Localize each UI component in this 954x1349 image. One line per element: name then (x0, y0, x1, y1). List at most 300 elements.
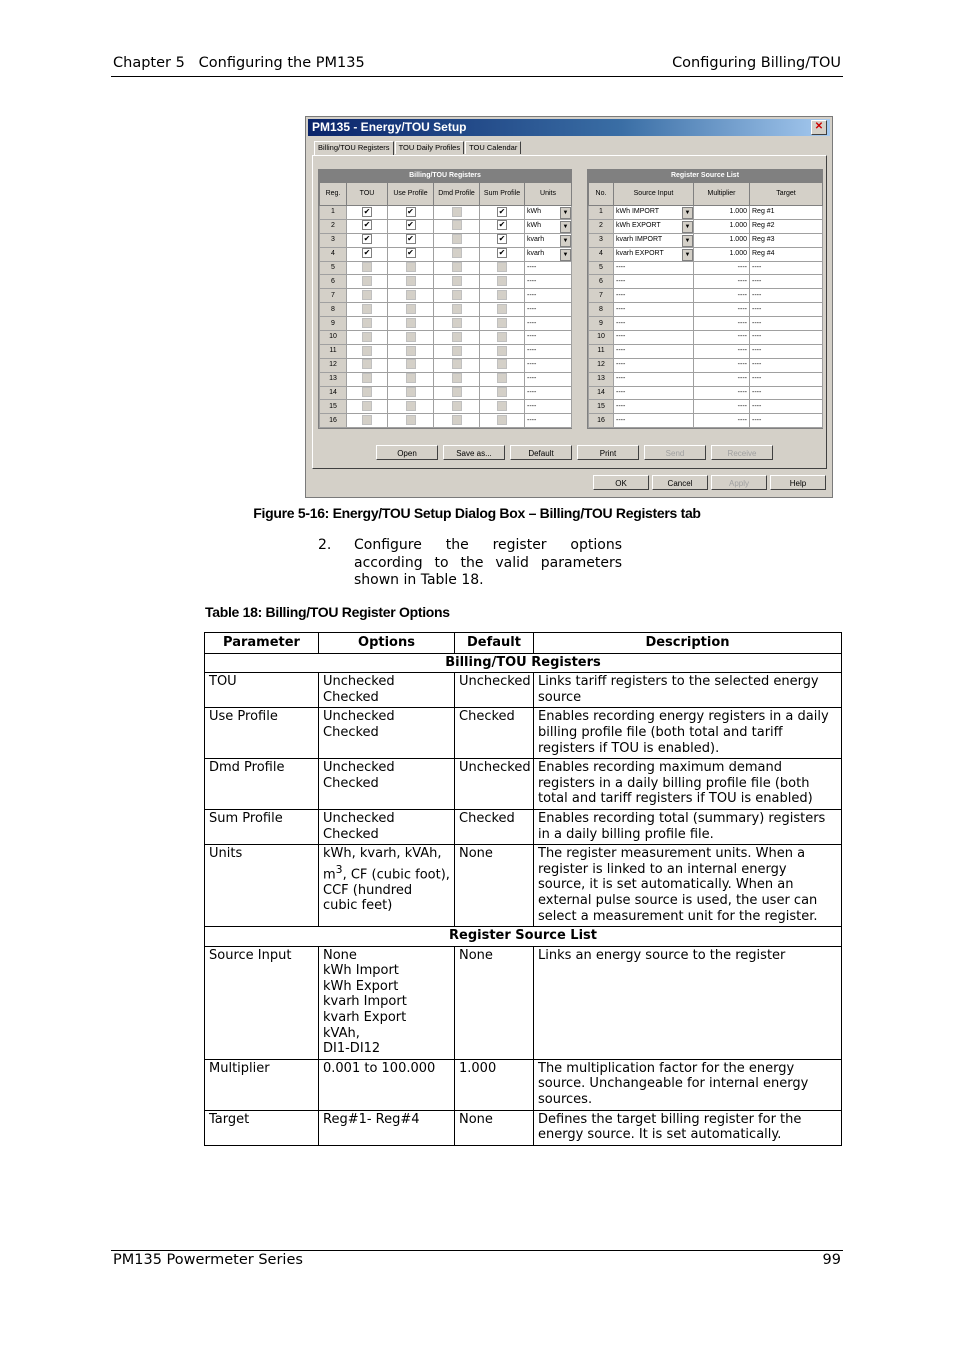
target-cell: ---- (750, 261, 823, 275)
tab-tou-daily-profiles[interactable]: TOU Daily Profiles (395, 141, 465, 154)
dropdown-arrow-icon[interactable]: ▼ (560, 235, 571, 247)
apply-button[interactable]: Apply (711, 475, 767, 490)
use-checkbox[interactable]: ✔ (407, 248, 414, 258)
source-number: 9 (589, 317, 614, 331)
sum-checkbox[interactable] (497, 262, 507, 272)
footer-rule (111, 1250, 843, 1251)
multiplier-cell: ---- (694, 358, 750, 372)
use-checkbox[interactable]: ✔ (407, 220, 414, 230)
register-row (320, 414, 572, 428)
units-select (525, 331, 572, 345)
multiplier-cell: ---- (694, 289, 750, 303)
source-number: 12 (589, 358, 614, 372)
source-input-select (614, 372, 694, 386)
tou-checkbox[interactable] (362, 346, 372, 356)
register-row (320, 344, 572, 358)
source-row (589, 372, 823, 386)
source-value: ---- (616, 389, 626, 397)
units-select (525, 303, 572, 317)
cell (434, 414, 480, 428)
source-value: ---- (616, 319, 626, 327)
use-checkbox[interactable] (406, 387, 416, 397)
cell (480, 372, 525, 386)
tou-checkbox[interactable] (362, 415, 372, 425)
header-chapter: Chapter 5 Configuring the PM135 (113, 55, 365, 71)
target-cell: ---- (750, 289, 823, 303)
multiplier-cell[interactable]: 1.000 (694, 233, 750, 247)
cell (434, 206, 480, 220)
cell (434, 233, 480, 247)
target-cell: Reg #4 (750, 247, 823, 261)
cell (434, 400, 480, 414)
cell (347, 219, 388, 233)
cell-desc: The register measurement units. When a register is linked to an internal energy source, it is set automatically. When an external pulse source is used, the user can select a measurement unit for the register. (534, 845, 842, 927)
multiplier-cell[interactable]: 1.000 (694, 219, 750, 233)
cell (480, 289, 525, 303)
source-row (589, 317, 823, 331)
multiplier-cell: ---- (694, 331, 750, 345)
receive-button[interactable]: Receive (711, 445, 773, 460)
energy-tou-setup-dialog (305, 116, 833, 498)
source-row (589, 206, 823, 220)
units-options-a: kWh, kvarh, kVAh, (323, 846, 442, 862)
dmd-checkbox[interactable] (452, 248, 462, 258)
option-row (205, 946, 842, 1059)
cell (388, 233, 434, 247)
source-row (589, 358, 823, 372)
source-row (589, 331, 823, 345)
cell (434, 289, 480, 303)
source-row (589, 386, 823, 400)
registers-table (319, 182, 572, 428)
source-input-select (614, 303, 694, 317)
register-row (320, 372, 572, 386)
col-header: Multiplier (694, 183, 750, 206)
multiplier-cell: ---- (694, 261, 750, 275)
multiplier-cell: ---- (694, 303, 750, 317)
sum-checkbox[interactable] (497, 415, 507, 425)
sum-checkbox[interactable] (497, 332, 507, 342)
units-value: ---- (527, 347, 537, 355)
register-row (320, 219, 572, 233)
tou-checkbox[interactable] (362, 332, 372, 342)
cell-default: Checked (455, 708, 534, 759)
reg-number: 10 (320, 331, 347, 345)
cell-desc: Links tariff registers to the selected energy source (534, 673, 842, 708)
dropdown-arrow-icon[interactable]: ▼ (682, 207, 693, 219)
cell (480, 275, 525, 289)
reg-number: 2 (320, 219, 347, 233)
header-section: Configuring Billing/TOU (672, 55, 841, 71)
cell-default: 1.000 (455, 1059, 534, 1110)
table-caption: Table 18: Billing/TOU Register Options (205, 604, 450, 620)
register-source-list-grid (587, 169, 823, 429)
dialog-tabs (314, 141, 522, 155)
dmd-checkbox[interactable] (452, 276, 462, 286)
target-cell: ---- (750, 414, 823, 428)
units-value: ---- (527, 389, 537, 397)
cell-param: Target (205, 1110, 319, 1145)
option-row (205, 809, 842, 844)
cell (434, 331, 480, 345)
step-item (318, 537, 622, 590)
cell (347, 303, 388, 317)
units-options-sup: 3 (335, 862, 343, 876)
source-number: 5 (589, 261, 614, 275)
cell (388, 247, 434, 261)
cell (480, 331, 525, 345)
sum-checkbox[interactable] (497, 387, 507, 397)
source-value: ---- (616, 291, 626, 299)
dmd-checkbox[interactable] (452, 207, 462, 217)
cell (347, 275, 388, 289)
register-options-table (204, 632, 842, 1146)
source-input-select (614, 331, 694, 345)
cell-param: Sum Profile (205, 809, 319, 844)
footer-product: PM135 Powermeter Series (113, 1252, 303, 1268)
reg-number: 12 (320, 358, 347, 372)
units-value: ---- (527, 264, 537, 271)
register-row (320, 275, 572, 289)
cancel-button[interactable]: Cancel (652, 475, 708, 490)
source-row (589, 289, 823, 303)
page-number: 99 (822, 1252, 841, 1268)
use-checkbox[interactable] (406, 332, 416, 342)
step-number: 2. (318, 537, 332, 553)
cell (388, 372, 434, 386)
units-select (525, 386, 572, 400)
cell (388, 219, 434, 233)
source-value: kvarh IMPORT (616, 236, 663, 244)
dmd-checkbox[interactable] (452, 262, 462, 272)
col-header: Target (750, 183, 823, 206)
tou-checkbox[interactable] (362, 359, 372, 369)
col-header: Sum Profile (480, 183, 525, 206)
cell (347, 247, 388, 261)
multiplier-cell[interactable]: 1.000 (694, 247, 750, 261)
reg-number: 4 (320, 247, 347, 261)
tou-checkbox[interactable] (362, 401, 372, 411)
units-options-m: m (323, 867, 336, 883)
units-select[interactable] (525, 219, 572, 233)
section-billing-tou-registers: Billing/TOU Registers (205, 653, 842, 673)
cell (347, 400, 388, 414)
units-options-b: , CF (cubic foot), CCF (hundred cubic feet) (323, 867, 450, 914)
use-checkbox[interactable] (406, 318, 416, 328)
dropdown-arrow-icon[interactable]: ▼ (560, 221, 571, 233)
tou-checkbox[interactable]: ✔ (363, 206, 371, 216)
use-checkbox[interactable] (406, 304, 416, 314)
dmd-checkbox[interactable] (452, 304, 462, 314)
sum-checkbox[interactable] (497, 318, 507, 328)
tou-checkbox[interactable]: ✔ (363, 234, 371, 244)
use-checkbox[interactable] (406, 415, 416, 425)
tab-billing-tou-registers[interactable]: Billing/TOU Registers (314, 141, 394, 156)
units-value: ---- (527, 291, 537, 299)
cell-default: Unchecked (455, 759, 534, 810)
grid-title: Billing/TOU Registers (319, 170, 571, 182)
use-checkbox[interactable]: ✔ (407, 206, 414, 216)
cell (434, 303, 480, 317)
tou-checkbox[interactable] (362, 290, 372, 300)
option-row (205, 708, 842, 759)
cell (388, 386, 434, 400)
reg-number: 3 (320, 233, 347, 247)
reg-number: 8 (320, 303, 347, 317)
dmd-checkbox[interactable] (452, 359, 462, 369)
cell (480, 344, 525, 358)
cell-options: Unchecked Checked (319, 809, 455, 844)
sum-checkbox[interactable] (497, 373, 507, 383)
tou-checkbox[interactable]: ✔ (363, 220, 371, 230)
target-cell: ---- (750, 358, 823, 372)
source-row (589, 219, 823, 233)
target-cell: ---- (750, 331, 823, 345)
cell-options: 0.001 to 100.000 (319, 1059, 455, 1110)
use-checkbox[interactable]: ✔ (407, 234, 414, 244)
register-row (320, 331, 572, 345)
register-row (320, 358, 572, 372)
cell-default: None (455, 845, 534, 927)
use-checkbox[interactable] (406, 276, 416, 286)
sum-checkbox[interactable] (497, 304, 507, 314)
default-button[interactable]: Default (510, 445, 572, 460)
col-header: Dmd Profile (434, 183, 480, 206)
reg-number: 5 (320, 261, 347, 275)
units-select[interactable] (525, 247, 572, 261)
dmd-checkbox[interactable] (452, 346, 462, 356)
use-checkbox[interactable] (406, 373, 416, 383)
cell (388, 261, 434, 275)
dropdown-arrow-icon[interactable]: ▼ (682, 235, 693, 247)
cell-param: Use Profile (205, 708, 319, 759)
sum-checkbox[interactable] (497, 276, 507, 286)
dmd-checkbox[interactable] (452, 415, 462, 425)
cell-desc: Enables recording energy registers in a daily billing profile file (both total and tariff registers if TOU is enabled). (534, 708, 842, 759)
dropdown-arrow-icon[interactable]: ▼ (682, 249, 693, 261)
source-value: kvarh EXPORT (616, 250, 664, 258)
reg-number: 7 (320, 289, 347, 303)
units-value: ---- (527, 277, 537, 285)
col-header: Units (525, 183, 572, 206)
cell (388, 275, 434, 289)
cell (347, 344, 388, 358)
multiplier-cell: ---- (694, 344, 750, 358)
close-icon[interactable]: ✕ (811, 120, 827, 135)
target-cell: Reg #3 (750, 233, 823, 247)
multiplier-cell: ---- (694, 275, 750, 289)
grid-title: Register Source List (588, 170, 822, 182)
sum-checkbox[interactable] (497, 359, 507, 369)
source-number: 4 (589, 247, 614, 261)
target-cell: ---- (750, 372, 823, 386)
open-button[interactable]: Open (376, 445, 438, 460)
save-as-button[interactable]: Save as... (443, 445, 505, 460)
source-number: 7 (589, 289, 614, 303)
multiplier-cell: ---- (694, 372, 750, 386)
target-cell: ---- (750, 317, 823, 331)
dialog-title: PM135 - Energy/TOU Setup (312, 120, 467, 134)
units-select (525, 275, 572, 289)
section-row (205, 927, 842, 947)
cell (347, 358, 388, 372)
reg-number: 15 (320, 400, 347, 414)
reg-number: 9 (320, 317, 347, 331)
dropdown-arrow-icon[interactable]: ▼ (560, 207, 571, 219)
source-number: 6 (589, 275, 614, 289)
source-number: 10 (589, 331, 614, 345)
source-input-select[interactable] (614, 219, 694, 233)
cell-default: Checked (455, 809, 534, 844)
units-select (525, 400, 572, 414)
step-text: Configure the register options according to the valid parameters shown in Table 18. (354, 537, 622, 588)
dmd-checkbox[interactable] (452, 318, 462, 328)
dmd-checkbox[interactable] (452, 332, 462, 342)
units-select[interactable] (525, 233, 572, 247)
source-row (589, 414, 823, 428)
dmd-checkbox[interactable] (452, 220, 462, 230)
billing-tou-registers-grid (318, 169, 572, 429)
source-value: ---- (616, 375, 626, 383)
units-value: ---- (527, 416, 537, 424)
source-value: ---- (616, 361, 626, 369)
cell (347, 331, 388, 345)
source-value: ---- (616, 416, 626, 424)
units-value: ---- (527, 375, 537, 383)
dmd-checkbox[interactable] (452, 234, 462, 244)
cell (434, 261, 480, 275)
header-rule (111, 76, 843, 77)
tou-checkbox[interactable] (362, 304, 372, 314)
use-checkbox[interactable] (406, 359, 416, 369)
sum-checkbox[interactable]: ✔ (498, 234, 506, 244)
dialog-titlebar (308, 119, 830, 136)
source-input-select (614, 275, 694, 289)
cell (388, 400, 434, 414)
source-input-select[interactable] (614, 206, 694, 220)
source-input-select (614, 400, 694, 414)
target-cell: Reg #2 (750, 219, 823, 233)
cell (347, 372, 388, 386)
reg-number: 16 (320, 414, 347, 428)
source-number: 1 (589, 206, 614, 220)
units-value: ---- (527, 319, 537, 327)
tou-checkbox[interactable] (362, 387, 372, 397)
cell (388, 289, 434, 303)
header-default: Default (455, 633, 534, 654)
source-row (589, 400, 823, 414)
help-button[interactable]: Help (770, 475, 826, 490)
dmd-checkbox[interactable] (452, 401, 462, 411)
dropdown-arrow-icon[interactable]: ▼ (682, 221, 693, 233)
units-select (525, 344, 572, 358)
units-select (525, 261, 572, 275)
cell (388, 317, 434, 331)
cell (480, 247, 525, 261)
register-row (320, 400, 572, 414)
source-value: ---- (616, 347, 626, 355)
multiplier-cell[interactable]: 1.000 (694, 206, 750, 220)
target-cell: ---- (750, 303, 823, 317)
units-value: kvarh (527, 236, 545, 244)
cell-desc: Enables recording total (summary) registers in a daily billing profile file. (534, 809, 842, 844)
tou-checkbox[interactable]: ✔ (363, 248, 371, 258)
send-button[interactable]: Send (644, 445, 706, 460)
source-number: 11 (589, 344, 614, 358)
cell-options (319, 845, 455, 927)
cell-options: Unchecked Checked (319, 673, 455, 708)
source-value: ---- (616, 333, 626, 341)
target-cell: ---- (750, 400, 823, 414)
figure-caption: Figure 5-16: Energy/TOU Setup Dialog Box – Billing/TOU Registers tab (253, 505, 701, 521)
cell-desc: The multiplication factor for the energy source. Unchangeable for internal energy sources. (534, 1059, 842, 1110)
cell (434, 219, 480, 233)
sum-checkbox[interactable]: ✔ (498, 206, 506, 216)
source-input-select (614, 289, 694, 303)
tou-checkbox[interactable] (362, 276, 372, 286)
tou-checkbox[interactable] (362, 318, 372, 328)
source-input-select (614, 261, 694, 275)
col-header: Reg. (320, 183, 347, 206)
print-button[interactable]: Print (577, 445, 639, 460)
register-row (320, 247, 572, 261)
units-value: ---- (527, 305, 537, 313)
use-checkbox[interactable] (406, 401, 416, 411)
use-checkbox[interactable] (406, 346, 416, 356)
use-checkbox[interactable] (406, 290, 416, 300)
cell (347, 206, 388, 220)
source-input-select (614, 344, 694, 358)
source-input-select[interactable] (614, 247, 694, 261)
dmd-checkbox[interactable] (452, 373, 462, 383)
reg-number: 1 (320, 206, 347, 220)
tou-checkbox[interactable] (362, 262, 372, 272)
cell (434, 275, 480, 289)
register-row (320, 206, 572, 220)
sum-checkbox[interactable] (497, 290, 507, 300)
reg-number: 6 (320, 275, 347, 289)
cell-param: Multiplier (205, 1059, 319, 1110)
cell (480, 400, 525, 414)
sum-checkbox[interactable] (497, 401, 507, 411)
cell (347, 261, 388, 275)
source-input-select[interactable] (614, 233, 694, 247)
cell (434, 317, 480, 331)
register-row (320, 233, 572, 247)
cell-options: Unchecked Checked (319, 759, 455, 810)
units-select[interactable] (525, 206, 572, 220)
units-select (525, 358, 572, 372)
cell (434, 344, 480, 358)
dmd-checkbox[interactable] (452, 387, 462, 397)
tou-checkbox[interactable] (362, 373, 372, 383)
sum-checkbox[interactable]: ✔ (498, 248, 506, 258)
sum-checkbox[interactable]: ✔ (498, 220, 506, 230)
dmd-checkbox[interactable] (452, 290, 462, 300)
tab-tou-calendar[interactable]: TOU Calendar (465, 141, 521, 154)
source-row (589, 303, 823, 317)
use-checkbox[interactable] (406, 262, 416, 272)
dropdown-arrow-icon[interactable]: ▼ (560, 249, 571, 261)
source-list-table (588, 182, 823, 428)
units-value: ---- (527, 333, 537, 341)
cell (347, 386, 388, 400)
cell-param: Units (205, 845, 319, 927)
cell-options: Unchecked Checked (319, 708, 455, 759)
cell (388, 344, 434, 358)
sum-checkbox[interactable] (497, 346, 507, 356)
ok-button[interactable]: OK (593, 475, 649, 490)
